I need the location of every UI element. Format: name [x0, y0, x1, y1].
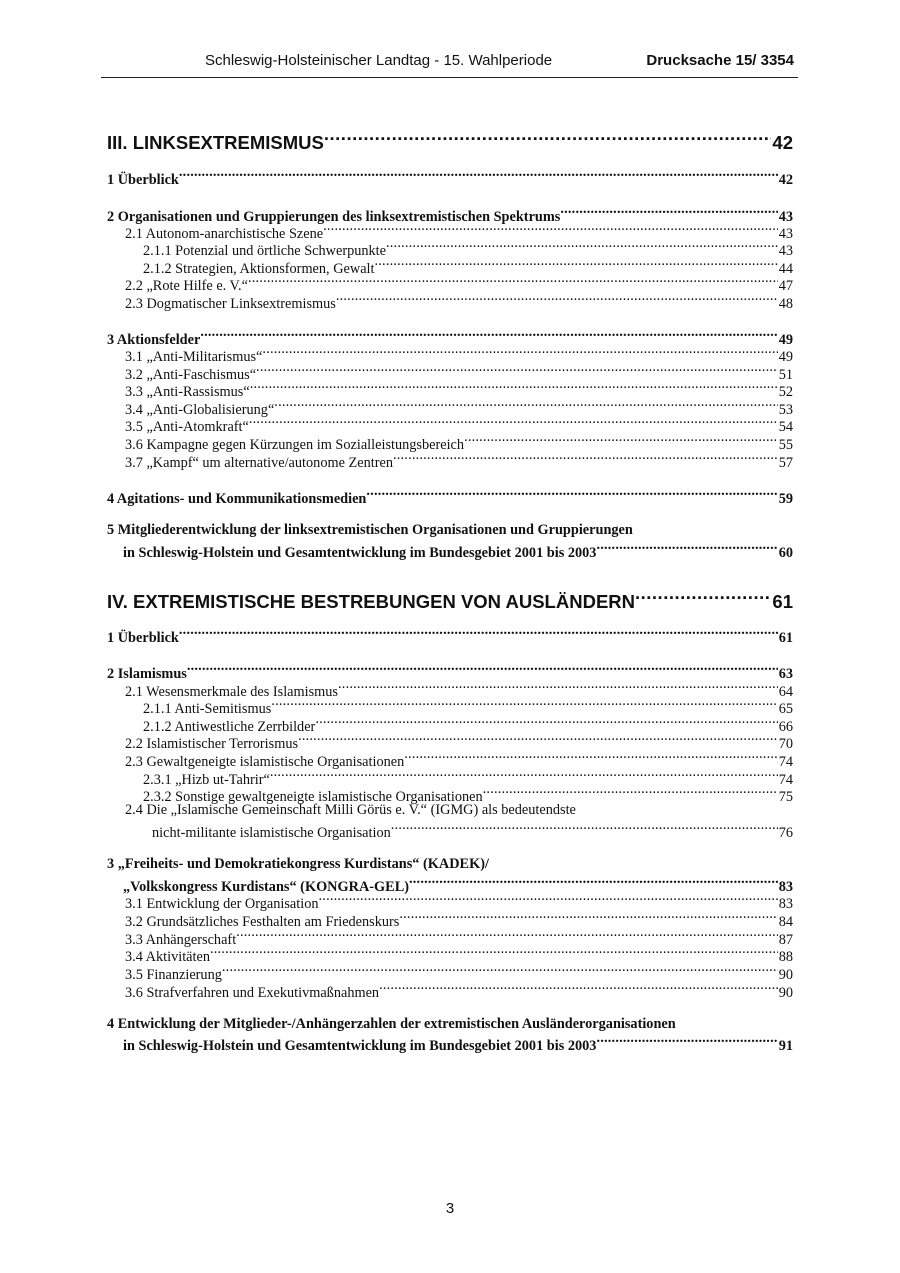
toc-entry[interactable]: 3.4 „Anti-Globalisierung“ ..... 53: [107, 397, 793, 419]
toc-entry[interactable]: 2 Organisationen und Gruppierungen des linksextremistischen Spektrums ..... 43: [107, 204, 793, 226]
toc-entry[interactable]: 3.1 „Anti-Militarismus“ ..... 49: [107, 344, 793, 366]
toc-entry[interactable]: 2.2 „Rote Hilfe e. V.“ ..... 47: [107, 273, 793, 295]
toc-part-heading[interactable]: III. LINKSEXTREMISMUS ..... 42: [107, 127, 793, 154]
header-title: Schleswig-Holsteinischer Landtag - 15. Wahlperiode: [205, 52, 553, 69]
toc-entry[interactable]: 3.4 Aktivitäten ..... 88: [107, 944, 793, 966]
toc-entry[interactable]: 2.1.2 Antiwestliche Zerrbilder ..... 66: [107, 714, 793, 736]
toc-entry[interactable]: „Volkskongress Kurdistans“ (KONGRA-GEL) ..... 83: [107, 874, 793, 896]
toc-entry[interactable]: 2.4 Die „Islamische Gemeinschaft Milli Görüs e. V.“ (IGMG) als bedeutendste: [125, 802, 576, 818]
toc-entry[interactable]: in Schleswig-Holstein und Gesamtentwicklung im Bundesgebiet 2001 bis 2003 ..... 91: [107, 1033, 793, 1055]
toc-entry[interactable]: 4 Agitations- und Kommunikationsmedien ..... 59: [107, 486, 793, 508]
toc-entry[interactable]: 1 Überblick ..... 42: [107, 167, 793, 189]
page-number: 3: [445, 1200, 455, 1217]
toc-entry[interactable]: 3.2 Grundsätzliches Festhalten am Friedenskurs ..... 84: [107, 909, 793, 931]
toc-entry[interactable]: 3 Aktionsfelder ..... 49: [107, 327, 793, 349]
toc-entry[interactable]: 2.1 Autonom-anarchistische Szene ..... 43: [107, 221, 793, 243]
toc-entry[interactable]: 3.3 Anhängerschaft ..... 87: [107, 927, 793, 949]
toc-entry[interactable]: 3.6 Kampagne gegen Kürzungen im Sozialleistungsbereich ..... 55: [107, 432, 793, 454]
toc-entry[interactable]: 2.2 Islamistischer Terrorismus ..... 70: [107, 731, 793, 753]
page-header: [101, 52, 798, 78]
toc-entry[interactable]: 2.1.1 Potenzial und örtliche Schwerpunkte ..... 43: [107, 238, 793, 260]
toc-entry[interactable]: 3.3 „Anti-Rassismus“ ..... 52: [107, 379, 793, 401]
toc-entry[interactable]: 2.1.2 Strategien, Aktionsformen, Gewalt ..... 44: [107, 256, 793, 278]
toc-entry[interactable]: in Schleswig-Holstein und Gesamtentwicklung im Bundesgebiet 2001 bis 2003 ..... 60: [107, 540, 793, 562]
toc-entry[interactable]: 3 „Freiheits- und Demokratiekongress Kurdistans“ (KADEK)/: [107, 856, 489, 872]
toc-entry[interactable]: 2.3 Dogmatischer Linksextremismus ..... 48: [107, 291, 793, 313]
toc-entry[interactable]: 2.3.1 „Hizb ut-Tahrir“ ..... 74: [107, 767, 793, 789]
toc-entry[interactable]: 4 Entwicklung der Mitglieder-/Anhängerzahlen der extremistischen Ausländerorganisationen: [107, 1016, 676, 1032]
toc-entry[interactable]: 1 Überblick ..... 61: [107, 625, 793, 647]
toc-entry[interactable]: 3.1 Entwicklung der Organisation ..... 83: [107, 891, 793, 913]
toc-entry[interactable]: 5 Mitgliederentwicklung der linksextremistischen Organisationen und Gruppierungen: [107, 522, 633, 538]
toc-entry[interactable]: nicht-militante islamistische Organisation ..... 76: [107, 820, 793, 842]
toc-entry[interactable]: 3.7 „Kampf“ um alternative/autonome Zentren ..... 57: [107, 450, 793, 472]
toc-entry[interactable]: 2.3 Gewaltgeneigte islamistische Organisationen ..... 74: [107, 749, 793, 771]
toc-entry[interactable]: 2.1 Wesensmerkmale des Islamismus ..... 64: [107, 679, 793, 701]
drucksache-number: Drucksache 15/ 3354: [646, 52, 794, 69]
toc-entry[interactable]: 2.1.1 Anti-Semitismus ..... 65: [107, 696, 793, 718]
toc-entry[interactable]: 3.2 „Anti-Faschismus“ ..... 51: [107, 362, 793, 384]
toc-entry[interactable]: 2.3.2 Sonstige gewaltgeneigte islamistische Organisationen ..... 75: [107, 784, 793, 806]
toc-entry[interactable]: 3.5 Finanzierung ..... 90: [107, 962, 793, 984]
toc-part-heading[interactable]: IV. EXTREMISTISCHE BESTREBUNGEN VON AUSLÄNDERN ..... 61: [107, 586, 793, 613]
toc-entry[interactable]: 2 Islamismus ..... 63: [107, 661, 793, 683]
toc-entry[interactable]: 3.6 Strafverfahren und Exekutivmaßnahmen ..... 90: [107, 980, 793, 1002]
toc-entry[interactable]: 3.5 „Anti-Atomkraft“ ..... 54: [107, 414, 793, 436]
